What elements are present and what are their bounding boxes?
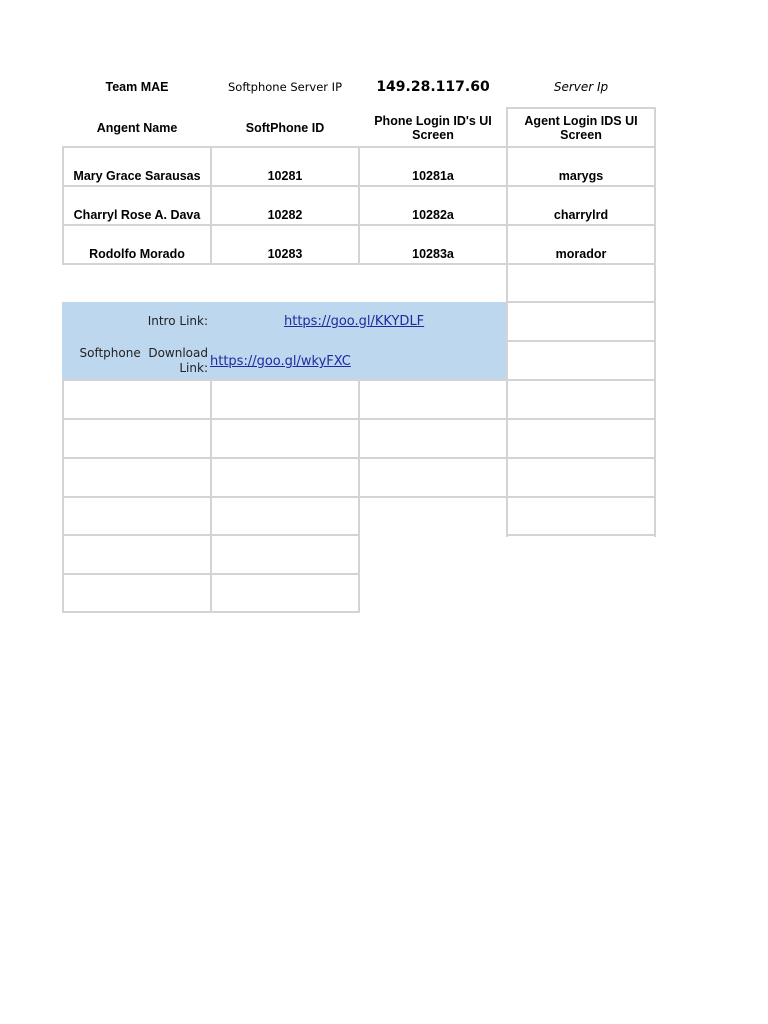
table-row-1-softphone-id: 10281 (267, 169, 303, 183)
server-ip-value: 149.28.117.60 (376, 79, 490, 95)
table-row-2-name: Charryl Rose A. Dava (73, 208, 201, 222)
table-row-2-phone-login: 10282a (412, 208, 454, 222)
table-row-3-softphone-id: 10283 (267, 247, 303, 261)
table-row-2-agent-login: charrylrd (553, 208, 609, 222)
column-header-agent-login: Agent Login IDS UI Screen (524, 113, 638, 142)
softphone-server-ip-label: Softphone Server IP (227, 80, 343, 94)
table-row-1-agent-login: marygs (558, 169, 604, 183)
server-ip-note: Server Ip (553, 80, 609, 94)
softphone-download-link[interactable]: https://goo.gl/wkyFXC (210, 354, 351, 369)
table-row-3-phone-login: 10283a (412, 247, 454, 261)
team-title: Team MAE (105, 80, 169, 94)
column-header-softphone-id: SoftPhone ID (245, 120, 325, 135)
table-row-2-softphone-id: 10282 (267, 208, 303, 222)
intro-link-label: Intro Link: (147, 314, 208, 328)
intro-link[interactable]: https://goo.gl/KKYDLF (284, 314, 425, 329)
column-header-phone-login: Phone Login ID's UI Screen (374, 113, 492, 142)
column-header-agent-name: Angent Name (96, 120, 178, 135)
table-row-1-phone-login: 10281a (412, 169, 454, 183)
table-row-3-agent-login: morador (555, 247, 607, 261)
table-row-3-name: Rodolfo Morado (89, 247, 185, 261)
table-row-1-name: Mary Grace Sarausas (73, 169, 201, 183)
softphone-download-link-label: Softphone Download Link: (79, 345, 212, 375)
